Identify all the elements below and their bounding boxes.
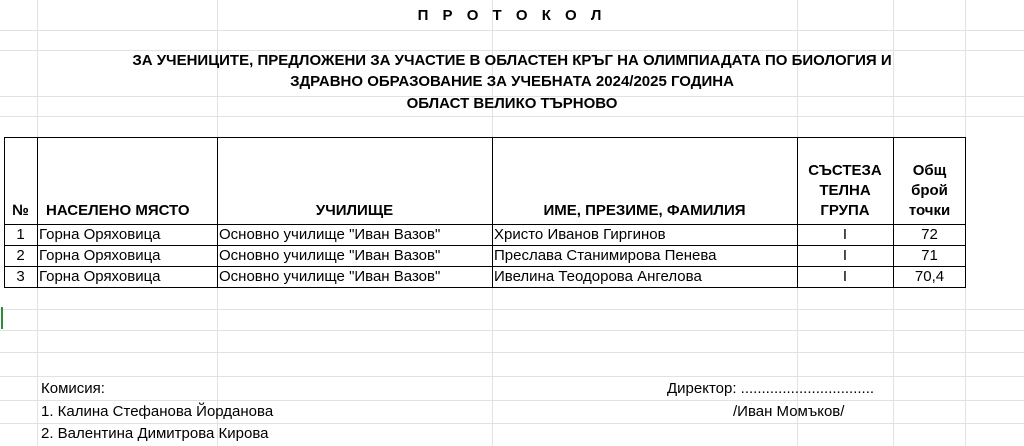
participants-table	[4, 137, 966, 288]
col-header-school: УЧИЛИЩЕ	[315, 202, 394, 219]
col-header-points-line3: точки	[908, 202, 951, 219]
row-name: Христо Иванов Гиргинов	[494, 225, 666, 243]
row-place: Горна Оряховица	[39, 246, 161, 264]
row-place: Горна Оряховица	[39, 268, 161, 285]
commission-member-1: 1. Калина Стефанова Йорданова	[41, 403, 274, 420]
subtitle-line-1: ЗА УЧЕНИЦИТЕ, ПРЕДЛОЖЕНИ ЗА УЧАСТИЕ В ОБЛАСТЕН КРЪГ НА ОЛИМПИАДАТА ПО БИОЛОГИЯ И	[132, 52, 892, 69]
row-points: 72	[921, 225, 938, 243]
col-header-group	[797, 137, 893, 224]
commission-member-2: 2. Валентина Димитрова Кирова	[41, 425, 269, 442]
cell-selection-marker	[1, 307, 3, 329]
col-header-name: ИМЕ, ПРЕЗИМЕ, ФАМИЛИЯ	[543, 202, 746, 219]
commission-label: Комисия:	[41, 380, 105, 397]
col-header-group-line2: ТЕЛНА	[819, 182, 871, 199]
row-num: 2	[16, 246, 25, 264]
col-header-points-line2: брой	[911, 182, 948, 199]
col-header-group-line3: ГРУПА	[820, 202, 870, 219]
col-header-points	[893, 137, 966, 224]
subtitle-line-2: ЗДРАВНО ОБРАЗОВАНИЕ ЗА УЧЕБНАТА 2024/2025 ГОДИНА	[290, 73, 734, 90]
col-header-num: №	[12, 202, 29, 219]
row-group: I	[842, 268, 848, 285]
row-place: Горна Оряховица	[39, 225, 161, 243]
document-title: П Р О Т О К О Л	[417, 7, 607, 24]
row-name: Ивелина Теодорова Ангелова	[494, 268, 702, 285]
subtitle-line-3: ОБЛАСТ ВЕЛИКО ТЪРНОВО	[406, 95, 618, 112]
row-group: I	[842, 225, 848, 243]
director-name: /Иван Момъков/	[733, 403, 845, 420]
col-header-group-line1: СЪСТЕЗА	[808, 162, 882, 179]
row-points: 71	[921, 246, 938, 264]
col-header-points-line1: Общ	[912, 162, 947, 179]
row-group: I	[842, 246, 848, 264]
director-signature-line: Директор: ................................	[667, 380, 875, 397]
row-school: Основно училище "Иван Вазов"	[219, 268, 441, 285]
row-num: 1	[16, 225, 25, 243]
row-name: Преслава Станимирова Пенева	[494, 246, 717, 264]
row-school: Основно училище "Иван Вазов"	[219, 225, 441, 243]
row-school: Основно училище "Иван Вазов"	[219, 246, 441, 264]
col-header-place: НАСЕЛЕНО МЯСТО	[46, 202, 190, 219]
row-points: 70,4	[914, 268, 945, 285]
row-num: 3	[16, 268, 25, 285]
